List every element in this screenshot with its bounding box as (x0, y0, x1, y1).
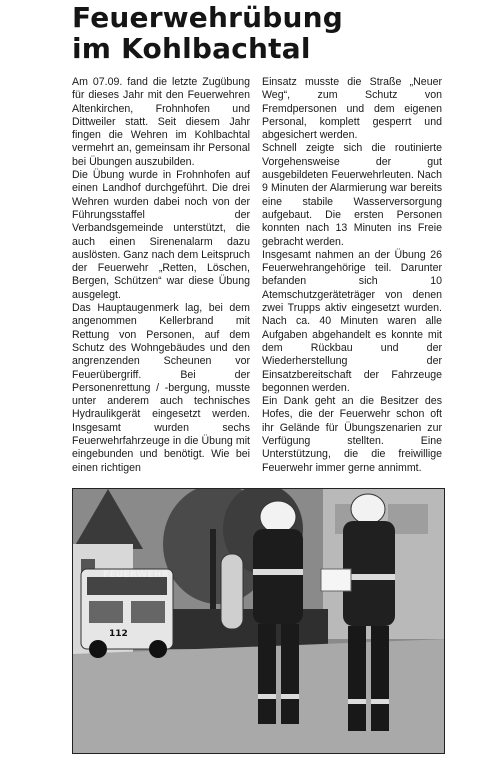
firefighters-photo (72, 488, 445, 754)
paragraph: Schnell zeigte sich die routinierte Vorgehensweise der gut ausgebildeten Feuerwehrleuten. Nach 9 Minuten der Alarmierung war bereits eine stabile Wasserversorgung aufgebaut. Die ersten Personen konnten nach 13 Minuten ins Freie gebracht werden. (262, 142, 442, 248)
left-text-column (72, 76, 250, 475)
vehicle-number: 112 (109, 629, 128, 639)
paragraph: Einsatz musste die Straße „Neuer Weg“, zum Schutz von Fremdpersonen und dem eigenen Personal, komplett gesperrt und abgesichert werden. (262, 76, 442, 142)
article-headline (72, 2, 472, 64)
headline-line-2: im Kohlbachtal (72, 32, 311, 65)
paragraph: Die Übung wurde in Frohnhofen auf einen Landhof durchgeführt. Die drei Wehren wurden dabei noch von der Führungsstaffel der Verbandsgemeinde unterstützt, die auch einen Sirenenalarm dazu auslösten. Ganz nach dem Leitspruch der Feuerwehr „Retten, Löschen, Bergen, Schützen“ war diese Übung ausgelegt. (72, 169, 250, 301)
headline-line-1: Feuerwehrübung (72, 1, 344, 34)
photo-illustration (73, 489, 445, 754)
paragraph: Ein Dank geht an die Besitzer des Hofes, die der Feuerwehr schon oft ihr Gelände für Übungszenarien zur Verfügung stellten. Eine Unterstützung, die die freiwillige Feuerwehr immer gerne annimmt. (262, 395, 442, 474)
paragraph: Insgesamt nahmen an der Übung 26 Feuerwehrangehörige teil. Darunter befanden sich 10 Atemschutzgeräteträger von denen zwei Trupps aktiv eingesetzt wurden. Nach ca. 40 Minuten waren alle Aufgaben abgehandelt es konnte mit dem Rückbau und der Wiederherstellung der Einsatzbereitschaft der Fahrzeuge begonnen werden. (262, 248, 442, 394)
vehicle-label: FEUERWEHR (103, 570, 169, 580)
paragraph: Am 07.09. fand die letzte Zugübung für dieses Jahr mit den Feuerwehren Altenkirchen, Frohnhofen und Dittweiler statt. Seit diesem Jahr fingen die Wehren im Kohlbachtal vermehrt an, gemeinsam ihr Personal bei Übungen auszubilden. (72, 76, 250, 168)
right-text-column (262, 76, 442, 475)
paragraph: Das Hauptaugenmerk lag, bei dem angenommen Kellerbrand mit Rettung von Personen, auf dem Schutz des Wohngebäudes und den angrenzenden Scheunen vor Feuerübergriff. Bei der Personenrettung / -bergung, musste unter anderem auch technisches Hydraulikgerät eingesetzt werden. Insgesamt wurden sechs Feuerwehrfahrzeuge in die Übung mit eingebunden und benötigt. Wie bei einen richtigen (72, 302, 250, 474)
